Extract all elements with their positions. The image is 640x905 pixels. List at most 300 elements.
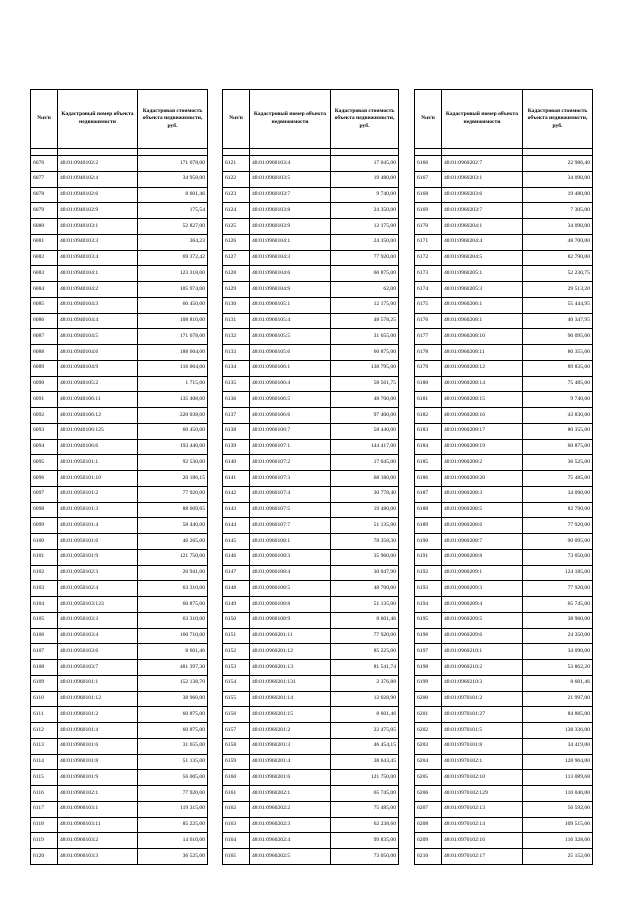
table-row (223, 156, 399, 172)
table-row (415, 754, 593, 770)
cadastral-value: 77 920,00 (523, 518, 593, 534)
table-row (223, 549, 399, 565)
cadastral-value: 78 358,30 (331, 534, 399, 550)
cadastral-value: 82 790,00 (523, 502, 593, 518)
row-number: 6122 (223, 171, 250, 187)
row-number: 6102 (31, 565, 58, 581)
cadastral-number: 48:01:0940104:5 (58, 329, 138, 345)
table-row (31, 219, 208, 235)
cadastral-number: 48:01:0960201:2 (250, 723, 331, 739)
header-cadastral-value: Кадастровая стоимость объекта недвижимости, руб. (138, 90, 208, 149)
row-number: 6175 (415, 297, 442, 313)
cadastral-number: 48:01:0960101:9 (58, 770, 138, 786)
cadastral-value: 19 480,00 (523, 187, 593, 203)
cadastral-value: 56 005,00 (138, 770, 208, 786)
cadastral-value: 109 515,00 (523, 817, 593, 833)
table-row (31, 455, 208, 471)
row-number: 6114 (31, 754, 58, 770)
table-row (223, 329, 399, 345)
table-row (31, 187, 208, 203)
cadastral-value: 116 064,00 (138, 360, 208, 376)
row-number: 6132 (223, 329, 250, 345)
cadastral-number: 48:01:0960208:3 (442, 486, 523, 502)
row-number: 6109 (31, 675, 58, 691)
cadastral-value: 36 525,00 (138, 849, 208, 865)
cadastral-value: 60 875,00 (138, 707, 208, 723)
cadastral-number: 48:01:0960106:7 (250, 423, 331, 439)
table-row (31, 581, 208, 597)
cadastral-number: 48:01:0960201:15 (250, 707, 331, 723)
table-row (31, 817, 208, 833)
cadastral-number: 48:01:0960208:20 (442, 471, 523, 487)
row-number: 6151 (223, 628, 250, 644)
cadastral-number: 48:01:0960107:7 (250, 518, 331, 534)
cadastral-value: 22 986,40 (523, 156, 593, 172)
row-number: 6131 (223, 313, 250, 329)
header-cadastral-number: Кадастровый номер объекта недвижимости (250, 90, 331, 149)
row-number: 6146 (223, 549, 250, 565)
table-row (223, 786, 399, 802)
cadastral-value: 52 230,75 (523, 266, 593, 282)
cadastral-value: 193 440,00 (138, 439, 208, 455)
cadastral-number: 48:01:0960208:8 (442, 549, 523, 565)
cadastral-value: 65 745,00 (523, 597, 593, 613)
row-number: 6112 (31, 723, 58, 739)
cadastral-value: 8 601,46 (138, 644, 208, 660)
cadastral-number: 48:01:0960208:10 (442, 329, 523, 345)
cadastral-value: 43 830,00 (523, 408, 593, 424)
row-number: 6124 (223, 203, 250, 219)
row-number: 6152 (223, 644, 250, 660)
row-number: 6123 (223, 187, 250, 203)
cadastral-number: 48:01:0960205:1 (442, 266, 523, 282)
cadastral-number: 48:01:0960208:2 (442, 455, 523, 471)
cadastral-number: 48:01:0940105:2 (58, 376, 138, 392)
table-row (415, 801, 593, 817)
table-row (223, 360, 399, 376)
table-row (223, 518, 399, 534)
table-row (31, 549, 208, 565)
cadastral-value: 31 655,00 (138, 738, 208, 754)
table-row (31, 628, 208, 644)
cadastral-number: 48:01:0960106:5 (250, 392, 331, 408)
table-row (415, 329, 593, 345)
row-number: 6158 (223, 738, 250, 754)
row-number: 6136 (223, 392, 250, 408)
cadastral-value: 19 480,00 (331, 171, 399, 187)
cadastral-value: 135 408,00 (138, 392, 208, 408)
header-cadastral-value: Кадастровая стоимость объекта недвижимости, руб. (523, 90, 593, 149)
row-number: 6101 (31, 549, 58, 565)
cadastral-value: 188 604,00 (138, 345, 208, 361)
cadastral-value: 14 610,00 (138, 833, 208, 849)
cadastral-number: 48:01:0960208:17 (442, 423, 523, 439)
table-row (31, 313, 208, 329)
cadastral-number: 48:01:0960203:6 (442, 187, 523, 203)
cadastral-value: 34 090,00 (523, 644, 593, 660)
cadastral-number: 48:01:0960104:1 (250, 234, 331, 250)
cadastral-number: 48:01:0950101:3 (58, 502, 138, 518)
row-number: 6185 (415, 455, 442, 471)
cadastral-number: 48:01:0970101:2 (442, 691, 523, 707)
cadastral-number: 48:01:0960101:1 (58, 675, 138, 691)
cadastral-number: 48:01:0960202:2 (250, 801, 331, 817)
row-number: 6167 (415, 171, 442, 187)
table-row (223, 266, 399, 282)
cadastral-number: 48:01:0960209:6 (442, 628, 523, 644)
cadastral-value: 7 305,00 (523, 203, 593, 219)
table-row (31, 675, 208, 691)
cadastral-number: 48:01:0960202:5 (250, 849, 331, 865)
cadastral-value: 85 225,00 (331, 644, 399, 660)
cadastral-number: 48:01:0960108:8 (250, 597, 331, 613)
row-number: 6115 (31, 770, 58, 786)
cadastral-value: 48 700,00 (331, 581, 399, 597)
cadastral-number: 48:01:0960201:14 (250, 691, 331, 707)
cadastral-value: 138 336,00 (523, 723, 593, 739)
cadastral-value: 24 350,00 (523, 628, 593, 644)
cadastral-number: 48:01:0960103:1 (58, 801, 138, 817)
cadastral-number: 48:01:0960208:19 (442, 439, 523, 455)
table-row (223, 817, 399, 833)
table-row (31, 786, 208, 802)
row-number: 6179 (415, 360, 442, 376)
table-row (223, 833, 399, 849)
cadastral-value: 88 609,65 (138, 502, 208, 518)
table-row (31, 801, 208, 817)
cadastral-value: 99 835,00 (331, 833, 399, 849)
cadastral-number: 48:01:0960208:15 (442, 392, 523, 408)
table-row (415, 723, 593, 739)
row-number: 6164 (223, 833, 250, 849)
table-row (31, 471, 208, 487)
table-row (31, 660, 208, 676)
cadastral-value: 36 525,00 (523, 455, 593, 471)
cadastral-number: 48:01:0940103:4 (58, 250, 138, 266)
row-number: 6127 (223, 250, 250, 266)
cadastral-number: 48:01:0960203:7 (442, 203, 523, 219)
cadastral-value: 25 152,00 (523, 849, 593, 865)
cadastral-value: 38 960,00 (523, 612, 593, 628)
row-number: 6078 (31, 187, 58, 203)
cadastral-value: 63 310,00 (138, 581, 208, 597)
cadastral-value: 31 655,00 (331, 329, 399, 345)
row-number: 6191 (415, 549, 442, 565)
row-number: 6141 (223, 471, 250, 487)
row-number: 6193 (415, 581, 442, 597)
row-number: 6210 (415, 849, 442, 865)
row-number: 6118 (31, 817, 58, 833)
row-number: 6186 (415, 471, 442, 487)
table-row (223, 675, 399, 691)
row-number: 6100 (31, 534, 58, 550)
cadastral-number: 48:01:0970101:8 (442, 738, 523, 754)
table-row (415, 266, 593, 282)
row-number: 6198 (415, 660, 442, 676)
cadastral-value: 121 750,00 (138, 549, 208, 565)
table-row (415, 581, 593, 597)
row-number: 6087 (31, 329, 58, 345)
table-row (415, 534, 593, 550)
cadastral-number: 48:01:0950103:7 (58, 660, 138, 676)
table-row (223, 282, 399, 298)
cadastral-number: 48:01:0960201:13 (250, 660, 331, 676)
cadastral-value: 8 601,46 (523, 675, 593, 691)
row-number: 6202 (415, 723, 442, 739)
header-cadastral-number: Кадастровый номер объекта недвижимости (442, 90, 523, 149)
table-row (31, 234, 208, 250)
header-number: №п/п (223, 90, 250, 149)
row-number: 6183 (415, 423, 442, 439)
cadastral-value: 60 450,00 (138, 423, 208, 439)
table-row (223, 203, 399, 219)
table-row (223, 754, 399, 770)
cadastral-number: 48:01:0960202:4 (250, 833, 331, 849)
table-row (223, 187, 399, 203)
row-number: 6171 (415, 234, 442, 250)
table-row (31, 408, 208, 424)
table-row (31, 439, 208, 455)
cadastral-value: 22 475,05 (331, 723, 399, 739)
row-number: 6157 (223, 723, 250, 739)
row-number: 6190 (415, 534, 442, 550)
cadastral-value: 90 095,00 (523, 329, 593, 345)
table-row (415, 549, 593, 565)
cadastral-number: 48:01:0960107:4 (250, 486, 331, 502)
cadastral-value: 82 790,00 (523, 250, 593, 266)
table-row (415, 408, 593, 424)
cadastral-value: 12 175,00 (331, 297, 399, 313)
row-number: 6091 (31, 392, 58, 408)
cadastral-number: 48:01:0960201:131 (250, 675, 331, 691)
cadastral-number: 48:01:0960107:5 (250, 502, 331, 518)
cadastral-value: 65 745,00 (331, 786, 399, 802)
cadastral-value: 69 372,42 (138, 250, 208, 266)
table-row (31, 723, 208, 739)
cadastral-number: 48:01:0960208:11 (442, 345, 523, 361)
cadastral-number: 48:01:0960210:1 (442, 644, 523, 660)
cadastral-number: 48:01:0960102:1 (58, 786, 138, 802)
cadastral-value: 175,54 (138, 203, 208, 219)
table-row (415, 360, 593, 376)
cadastral-value: 97 400,00 (331, 408, 399, 424)
cadastral-number: 48:01:0960208:6 (442, 518, 523, 534)
cadastral-number: 48:01:0960101:8 (58, 754, 138, 770)
cadastral-value: 34 090,00 (523, 219, 593, 235)
row-number: 6121 (223, 156, 250, 172)
table-row (223, 250, 399, 266)
table-row (223, 376, 399, 392)
row-number: 6085 (31, 297, 58, 313)
table-row (223, 471, 399, 487)
table-row (415, 644, 593, 660)
table-row (31, 644, 208, 660)
cadastral-value: 364,23 (138, 234, 208, 250)
cadastral-number: 48:01:0960205:3 (442, 282, 523, 298)
cadastral-value: 21 997,00 (523, 691, 593, 707)
row-number: 6201 (415, 707, 442, 723)
table-row (31, 612, 208, 628)
table-row (415, 565, 593, 581)
row-number: 6079 (31, 203, 58, 219)
row-number: 6097 (31, 486, 58, 502)
cadastral-number: 48:01:0950103:123 (58, 597, 138, 613)
row-number: 6103 (31, 581, 58, 597)
row-number: 6133 (223, 345, 250, 361)
row-number: 6144 (223, 518, 250, 534)
row-number: 6125 (223, 219, 250, 235)
table-row (31, 156, 208, 172)
cadastral-number: 48:01:0960104:3 (250, 250, 331, 266)
cadastral-number: 48:01:0960103:4 (250, 156, 331, 172)
cadastral-number: 48:01:0960107:2 (250, 455, 331, 471)
cadastral-number: 48:01:0960208:16 (442, 408, 523, 424)
table-row (415, 786, 593, 802)
cadastral-number: 48:01:0970102:14 (442, 817, 523, 833)
table-row (415, 392, 593, 408)
row-number: 6076 (31, 156, 58, 172)
table-row (415, 313, 593, 329)
table-row (223, 628, 399, 644)
cadastral-value: 113 089,68 (523, 770, 593, 786)
cadastral-number: 48:01:0960105:4 (250, 313, 331, 329)
row-number: 6154 (223, 675, 250, 691)
cadastral-number: 48:01:0960202:7 (442, 156, 523, 172)
cadastral-value: 51 135,00 (138, 754, 208, 770)
cadastral-value: 2 376,88 (331, 675, 399, 691)
cadastral-value: 9 740,00 (523, 392, 593, 408)
table-row (415, 471, 593, 487)
cadastral-value: 1 715,00 (138, 376, 208, 392)
cadastral-number: 48:01:0940106:11 (58, 392, 138, 408)
row-number: 6092 (31, 408, 58, 424)
cadastral-value: 110 040,00 (523, 786, 593, 802)
cadastral-value: 62,00 (331, 282, 399, 298)
cadastral-value: 38 643,45 (331, 754, 399, 770)
table-row (415, 833, 593, 849)
row-number: 6188 (415, 502, 442, 518)
cadastral-value: 144 417,00 (331, 439, 399, 455)
cadastral-number: 48:01:0960201:11 (250, 628, 331, 644)
cadastral-number: 48:01:0940104:1 (58, 266, 138, 282)
cadastral-number: 48:01:0940106:125 (58, 423, 138, 439)
header-number: №п/п (415, 90, 442, 149)
table-row (415, 707, 593, 723)
cadastral-value: 53 862,20 (523, 660, 593, 676)
cadastral-value: 34 090,00 (523, 171, 593, 187)
row-number: 6195 (415, 612, 442, 628)
cadastral-number: 48:01:0940106:12 (58, 408, 138, 424)
cadastral-value: 40 347,95 (523, 313, 593, 329)
cadastral-value: 92 530,00 (138, 455, 208, 471)
cadastral-number: 48:01:0960101:12 (58, 691, 138, 707)
cadastral-number: 48:01:0960108:5 (250, 581, 331, 597)
row-number: 6084 (31, 282, 58, 298)
table-row (223, 455, 399, 471)
cadastral-number: 48:01:0960201:6 (250, 770, 331, 786)
table-row (223, 565, 399, 581)
cadastral-value: 73 050,00 (523, 549, 593, 565)
row-number: 6080 (31, 219, 58, 235)
cadastral-number: 48:01:0960104:6 (250, 266, 331, 282)
row-number: 6150 (223, 612, 250, 628)
table-row (31, 770, 208, 786)
row-number: 6145 (223, 534, 250, 550)
cadastral-number: 48:01:0940103:3 (58, 234, 138, 250)
row-number: 6149 (223, 597, 250, 613)
cadastral-number: 48:01:0960208:5 (442, 502, 523, 518)
cadastral-number: 48:01:0940102:6 (58, 187, 138, 203)
cadastral-value: 48 700,00 (523, 234, 593, 250)
row-number: 6203 (415, 738, 442, 754)
cadastral-number: 48:01:0960106:1 (250, 360, 331, 376)
row-number: 6207 (415, 801, 442, 817)
row-number: 6099 (31, 518, 58, 534)
table-row (415, 250, 593, 266)
cadastral-number: 48:01:0970101:5 (442, 723, 523, 739)
cadastral-value: 46 265,00 (138, 534, 208, 550)
cadastral-number: 48:01:0950101:10 (58, 471, 138, 487)
cadastral-value: 24 350,00 (331, 203, 399, 219)
table-row (415, 234, 593, 250)
table-row (31, 738, 208, 754)
row-number: 6208 (415, 817, 442, 833)
cadastral-number: 48:01:0940106:6 (58, 439, 138, 455)
cadastral-number: 48:01:0960208:7 (442, 534, 523, 550)
row-number: 6106 (31, 628, 58, 644)
row-number: 6184 (415, 439, 442, 455)
row-number: 6096 (31, 471, 58, 487)
table-row (415, 738, 593, 754)
cadastral-number: 48:01:0960103:11 (58, 817, 138, 833)
cadastral-value: 35 960,00 (331, 549, 399, 565)
row-number: 6170 (415, 219, 442, 235)
row-number: 6163 (223, 817, 250, 833)
cadastral-number: 48:01:0960210:2 (442, 660, 523, 676)
header-number: №п/п (31, 90, 58, 149)
table-row (31, 565, 208, 581)
row-number: 6139 (223, 439, 250, 455)
row-number: 6160 (223, 770, 250, 786)
cadastral-number: 48:01:0960209:5 (442, 612, 523, 628)
table-row (31, 266, 208, 282)
row-number: 6199 (415, 675, 442, 691)
table-row (31, 423, 208, 439)
row-number: 6117 (31, 801, 58, 817)
cadastral-number: 48:01:0960108:4 (250, 565, 331, 581)
table-row (223, 439, 399, 455)
cadastral-number: 48:01:0970102:16 (442, 833, 523, 849)
row-number: 6094 (31, 439, 58, 455)
table-row (31, 345, 208, 361)
cadastral-value: 51 135,00 (331, 597, 399, 613)
table-row (31, 297, 208, 313)
table-row (223, 581, 399, 597)
row-number: 6172 (415, 250, 442, 266)
table-row (31, 518, 208, 534)
cadastral-value: 56 592,00 (523, 801, 593, 817)
table-row (415, 597, 593, 613)
cadastral-value: 34 090,00 (523, 486, 593, 502)
row-number: 6108 (31, 660, 58, 676)
cadastral-number: 48:01:0960106:4 (250, 376, 331, 392)
cadastral-value: 24 350,00 (331, 234, 399, 250)
table-row (31, 707, 208, 723)
row-number: 6168 (415, 187, 442, 203)
table-row (223, 392, 399, 408)
table-row (415, 660, 593, 676)
cadastral-number: 48:01:0940103:1 (58, 219, 138, 235)
